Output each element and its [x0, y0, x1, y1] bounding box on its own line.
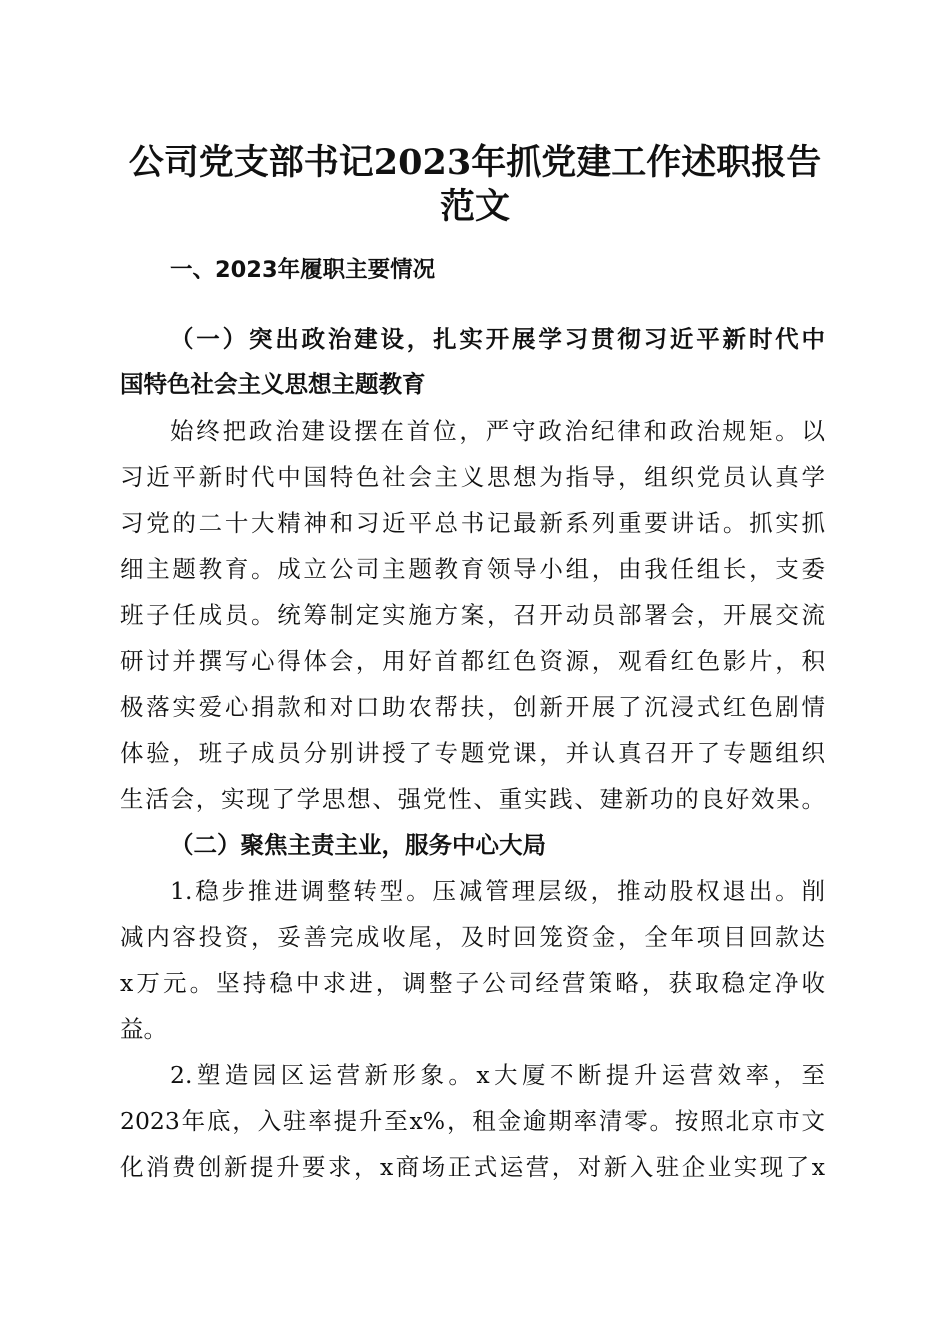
section-heading: 一、2023年履职主要情况	[170, 257, 436, 283]
paragraph-line: 习近平新时代中国特色社会主义思想为指导，组织党员认真学	[120, 463, 825, 491]
paragraph-line: 1.稳步推进调整转型。压减管理层级，推动股权退出。削	[170, 877, 825, 905]
document-title-line-1: 公司党支部书记2023年抓党建工作述职报告	[128, 142, 822, 183]
document-title-line-2: 范文	[439, 186, 510, 227]
paragraph-line: 研讨并撰写心得体会，用好首都红色资源，观看红色影片，积	[120, 647, 825, 675]
subsection-heading-line: 国特色社会主义思想主题教育	[120, 370, 426, 398]
paragraph-line: 化消费创新提升要求，x商场正式运营，对新入驻企业实现了x	[120, 1153, 825, 1181]
paragraph-line: 极落实爱心捐款和对口助农帮扶，创新开展了沉浸式红色剧情	[120, 693, 825, 721]
paragraph-line: 始终把政治建设摆在首位，严守政治纪律和政治规矩。以	[170, 417, 825, 445]
paragraph-line: 体验，班子成员分别讲授了专题党课，并认真召开了专题组织	[120, 739, 825, 767]
paragraph-line: 班子任成员。统筹制定实施方案，召开动员部署会，开展交流	[120, 601, 825, 629]
paragraph-line: 习党的二十大精神和习近平总书记最新系列重要讲话。抓实抓	[120, 509, 825, 537]
paragraph-line: 生活会，实现了学思想、强党性、重实践、建新功的良好效果。	[120, 785, 825, 813]
paragraph-line: 益。	[120, 1015, 167, 1043]
paragraph-line: 2.塑造园区运营新形象。x大厦不断提升运营效率，至	[170, 1061, 825, 1089]
paragraph-line: 细主题教育。成立公司主题教育领导小组，由我任组长，支委	[120, 555, 825, 583]
paragraph-line: 2023年底，入驻率提升至x%，租金逾期率清零。按照北京市文	[120, 1107, 825, 1135]
paragraph-line: x万元。坚持稳中求进，调整子公司经营策略，获取稳定净收	[120, 969, 825, 997]
paragraph-line: 减内容投资，妥善完成收尾，及时回笼资金，全年项目回款达	[120, 923, 825, 951]
subsection-heading-line: （二）聚焦主责主业，服务中心大局	[170, 831, 546, 859]
subsection-heading-line: （一）突出政治建设，扎实开展学习贯彻习近平新时代中	[170, 325, 825, 353]
